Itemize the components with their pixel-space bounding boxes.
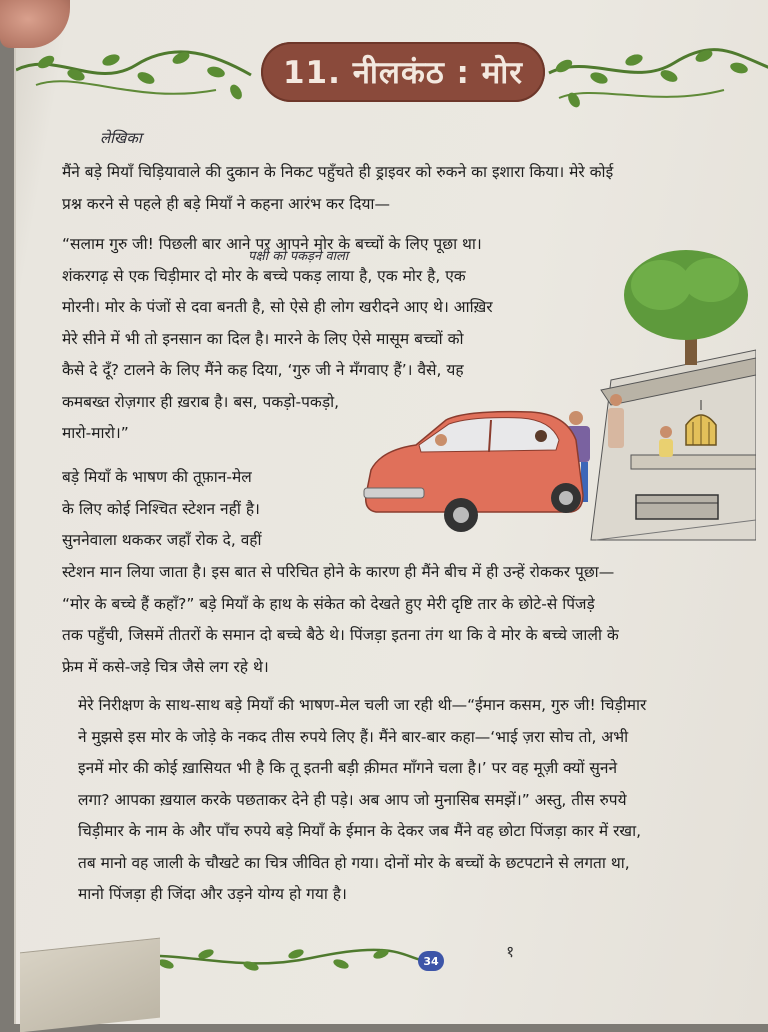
crate-icon bbox=[636, 495, 718, 519]
chapter-title-banner bbox=[261, 42, 545, 102]
text-line: फ्रेम में कसे-जड़े चित्र जैसे लग रहे थे। bbox=[62, 657, 269, 676]
text-line: मानो पिंजड़ा ही जिंदा और उड़ने योग्य हो गया है। bbox=[78, 885, 347, 903]
text-line: मारो-मारो।” bbox=[62, 424, 129, 442]
vine-decoration-left bbox=[16, 30, 256, 125]
text-line: के लिए कोई निश्चित स्टेशन नहीं है। bbox=[62, 499, 260, 518]
book-page bbox=[14, 0, 768, 1024]
text-line: तब मानो वह जाली के चौखटे का चित्र जीवित हो गया। दोनों मोर के बच्चों के छटपटाने से लगता था, bbox=[78, 853, 630, 872]
text-line: बड़े मियाँ के भाषण की तूफ़ान-मेल bbox=[62, 468, 252, 486]
text-line: लगा? आपका ख़याल करके पछताकर देने ही पड़े। अब आप जो मुनासिब समझें।” अस्तु, तीस रुपये bbox=[78, 790, 627, 809]
paragraph-1 bbox=[62, 157, 613, 220]
text-line: मेरे निरीक्षण के साथ-साथ बड़े मियाँ की भाषण-मेल चली जा रही थी—“ईमान कसम, गुरु जी! चिड़ीमार bbox=[78, 696, 647, 714]
handwritten-page-mark: १ bbox=[506, 942, 515, 961]
text-line: कैसे दे दूँ? टालने के लिए मैंने कह दिया, ‘गुरु जी ने मँगवाए हैं’। वैसे, यह bbox=[62, 361, 464, 379]
paragraph-3-top bbox=[62, 462, 262, 557]
text-line: मैंने बड़े मियाँ चिड़ियावाले की दुकान के निकट पहुँचते ही ड्राइवर को रुकने का इशारा किया। मेरे कोई bbox=[62, 163, 614, 181]
text-line: तक पहुँची, जिसमें तीतरों के समान दो बच्चे बैठे थे। पिंजड़ा इतना तंग था कि वे मोर के बच्चे जाली के bbox=[62, 626, 619, 644]
car-icon bbox=[364, 412, 583, 532]
text-line: मेरे सीने में भी तो इनसान का दिल है। मारने के लिए ऐसे मासूम बच्चों को bbox=[62, 329, 464, 348]
text-line: ने मुझसे इस मोर के जोड़े के नकद तीस रुपये लिए हैं। मैंने बार-बार कहा—‘भाई ज़रा सोच तो, अभी bbox=[78, 727, 629, 746]
chapter-title: 11. नीलकंठ : मोर bbox=[282, 55, 523, 91]
paragraph-3-bottom bbox=[62, 557, 619, 683]
text-line: सुननेवाला थककर जहाँ रोक दे, वहीं bbox=[62, 531, 262, 549]
page-number-badge: 34 bbox=[418, 951, 444, 971]
text-line: “मोर के बच्चे हैं कहाँ?” बड़े मियाँ के हाथ के संकेत को देखते हुए मेरी दृष्टि तार के छोटे-से पिंजड़े bbox=[62, 594, 595, 613]
illustration-car-at-bird-shop bbox=[361, 240, 756, 545]
page-fold-corner bbox=[20, 938, 160, 1032]
text-line: इनमें मोर की कोई ख़ासियत भी है कि तू इतनी बड़ी क़ीमत माँगने चला है।’ पर वह मूज़ी क्यों सुनने bbox=[78, 759, 618, 777]
tree-icon bbox=[624, 250, 748, 365]
paragraph-4 bbox=[78, 690, 646, 911]
boy-figure bbox=[659, 426, 673, 457]
shopkeeper-figure bbox=[608, 394, 624, 448]
text-line: कमबख्त रोज़गार ही ख़राब है। बस, पकड़ो-पकड़ो, bbox=[62, 392, 340, 411]
vine-decoration-right bbox=[544, 28, 768, 123]
text-line: प्रश्न करने से पहले ही बड़े मियाँ ने कहना आरंभ कर दिया— bbox=[62, 194, 390, 213]
text-line: “सलाम गुरु जी! पिछली बार आने पर आपने मोर के बच्चों के लिए पूछा था। bbox=[62, 235, 482, 253]
text-line: शंकरगढ़ से एक चिड़ीमार दो मोर के बच्चे पकड़ लाया है, एक मोर है, एक bbox=[62, 266, 466, 285]
text-line: मोरनी। मोर के पंजों से दवा बनती है, सो ऐसे ही लोग खरीदने आए थे। आख़िर bbox=[62, 298, 493, 316]
text-line: चिड़ीमार के नाम के और पाँच रुपये बड़े मियाँ के ईमान के देकर जब मैंने वह छोटा पिंजड़ा कार में रखा, bbox=[78, 822, 642, 840]
handwritten-note-middle: पक्षी को पकड़ने वाला bbox=[248, 249, 349, 264]
text-line: स्टेशन मान लिया जाता है। इस बात से परिचित होने के कारण ही मैंने बीच में ही उन्हें रोककर पूछा— bbox=[62, 563, 615, 581]
handwritten-note-top: लेखिका bbox=[100, 129, 142, 147]
